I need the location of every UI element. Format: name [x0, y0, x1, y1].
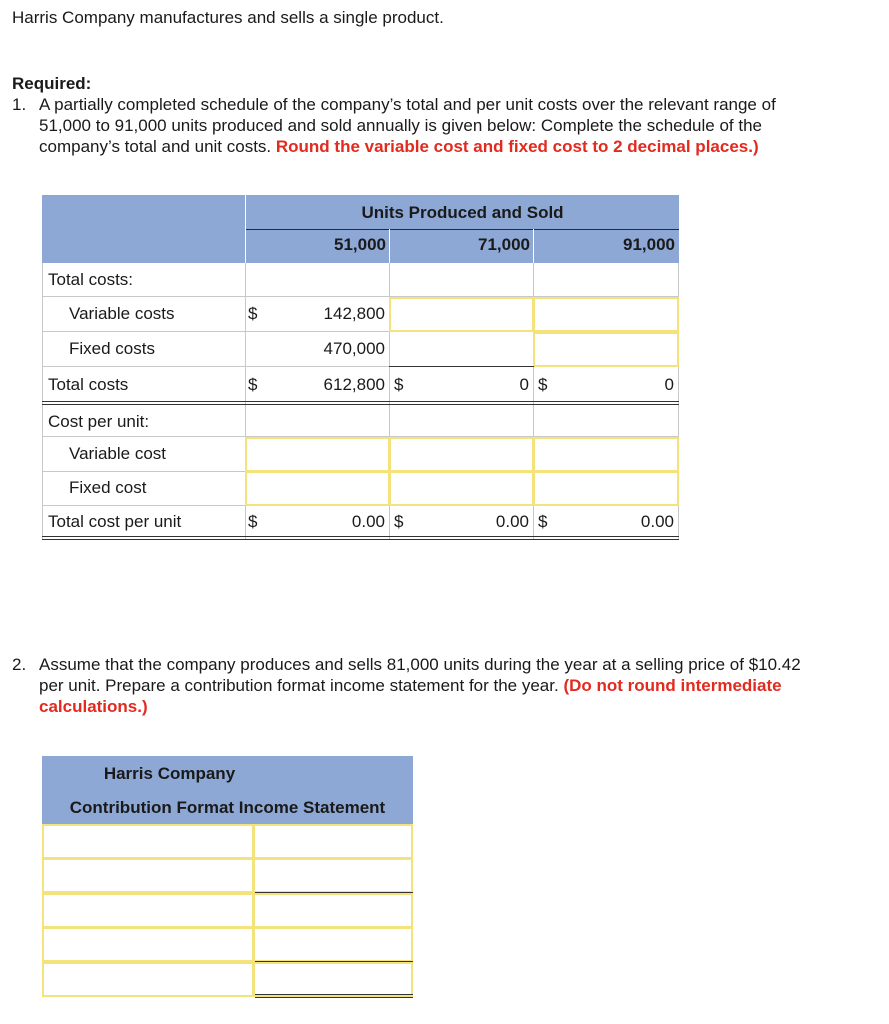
- income-row-1-amount-input[interactable]: [253, 824, 413, 859]
- income-statement-header: [42, 756, 413, 824]
- q2-line-2: [39, 675, 884, 696]
- fixed-cost-per-unit-91000-input[interactable]: [533, 471, 679, 506]
- col-header-71000: 71,000: [478, 235, 530, 254]
- col-header-51000: 51,000: [334, 235, 386, 254]
- total-costs-71000-dollar: $: [394, 375, 404, 394]
- q1-line-1: A partially completed schedule of the company’s total and per unit costs over the relevant range of: [39, 95, 776, 114]
- total-costs-91000-value: 0: [664, 375, 674, 394]
- q1-line-2: 51,000 to 91,000 units produced and sold annually is given below: Complete the schedule of the: [39, 116, 762, 135]
- tcpu-51000-value: 0.00: [351, 512, 385, 531]
- tcpu-91000-value: 0.00: [640, 512, 674, 531]
- income-statement-company: [42, 756, 413, 792]
- total-cost-per-unit-label: Total cost per unit: [48, 512, 182, 531]
- income-statement-subtitle: Contribution Format Income Statement: [69, 798, 386, 817]
- q2-text: [39, 654, 884, 717]
- income-row-1-label-input[interactable]: [42, 824, 254, 859]
- cost-schedule-table: [42, 195, 679, 540]
- q2-line-2-plain: per unit. Prepare a contribution format income statement for the year.: [39, 676, 564, 695]
- q1-rounding-instruction: Round the variable cost and fixed cost to 2 decimal places.): [275, 137, 759, 156]
- income-statement-table: [42, 756, 413, 998]
- tcpu-91000-dollar: $: [538, 512, 548, 531]
- income-net-double-rule: [255, 994, 413, 998]
- total-costs-51000-value: 612,800: [323, 375, 385, 394]
- total-costs-71000-value: 0: [519, 375, 529, 394]
- tcpu-51000-dollar: $: [248, 512, 258, 531]
- income-row-5-amount-input[interactable]: [253, 962, 413, 997]
- fixed-cost-per-unit-label: Fixed cost: [69, 478, 147, 497]
- variable-costs-71000-input[interactable]: [389, 297, 534, 332]
- income-row-5-label-input[interactable]: [42, 962, 254, 997]
- variable-costs-label: Variable costs: [69, 304, 175, 323]
- variable-costs-51000-value: 142,800: [323, 304, 385, 323]
- total-costs-label: Total costs: [48, 375, 129, 394]
- q2-number: 2.: [12, 655, 27, 674]
- total-costs-section-label: Total costs:: [48, 270, 134, 289]
- q2-rounding-instruction: (Do not round intermediate: [563, 676, 782, 695]
- required-heading: Required:: [12, 74, 92, 93]
- q1-line-3: [39, 136, 879, 157]
- header-blank-cell: [42, 195, 246, 263]
- variable-costs-91000-input[interactable]: [533, 297, 679, 332]
- tcpu-71000-dollar: $: [394, 512, 404, 531]
- q1-line-3-plain: company’s total and unit costs.: [39, 137, 276, 156]
- variable-cost-per-unit-91000-input[interactable]: [533, 437, 679, 472]
- income-statement-company-name: Harris Company: [103, 764, 236, 783]
- fixed-costs-51000-value: 470,000: [323, 339, 385, 358]
- tcpu-double-rule: [42, 536, 679, 540]
- income-row-2-amount-input[interactable]: [253, 858, 413, 893]
- income-row-3-amount-input[interactable]: [253, 893, 413, 928]
- q2-line-3: calculations.): [39, 697, 148, 716]
- income-row-2-label-input[interactable]: [42, 858, 254, 893]
- fixed-costs-91000-input[interactable]: [533, 332, 679, 367]
- total-costs-91000-dollar: $: [538, 375, 548, 394]
- col-header-91000: 91,000: [623, 235, 675, 254]
- units-produced-header: Units Produced and Sold: [361, 203, 564, 222]
- intro-text: Harris Company manufactures and sells a single product.: [12, 8, 444, 27]
- fixed-cost-per-unit-51000-input[interactable]: [245, 471, 390, 506]
- total-costs-51000-dollar: $: [248, 375, 258, 394]
- tcpu-71000-value: 0.00: [495, 512, 529, 531]
- cost-per-unit-section-label: Cost per unit:: [48, 412, 150, 431]
- income-row-4-amount-input[interactable]: [253, 927, 413, 962]
- units-header-cell: [246, 195, 679, 229]
- q1-number: 1.: [12, 95, 27, 114]
- fixed-costs-label: Fixed costs: [69, 339, 155, 358]
- q2-line-1: Assume that the company produces and sells 81,000 units during the year at a selling price of $10.42: [39, 655, 801, 674]
- fixed-cost-per-unit-71000-input[interactable]: [389, 471, 534, 506]
- income-row-4-label-input[interactable]: [42, 927, 254, 962]
- variable-cost-per-unit-label: Variable cost: [69, 444, 167, 463]
- q1-text: [39, 94, 879, 157]
- income-row-3-label-input[interactable]: [42, 893, 254, 928]
- variable-costs-51000-dollar: $: [248, 304, 258, 323]
- variable-cost-per-unit-51000-input[interactable]: [245, 437, 390, 472]
- variable-cost-per-unit-71000-input[interactable]: [389, 437, 534, 472]
